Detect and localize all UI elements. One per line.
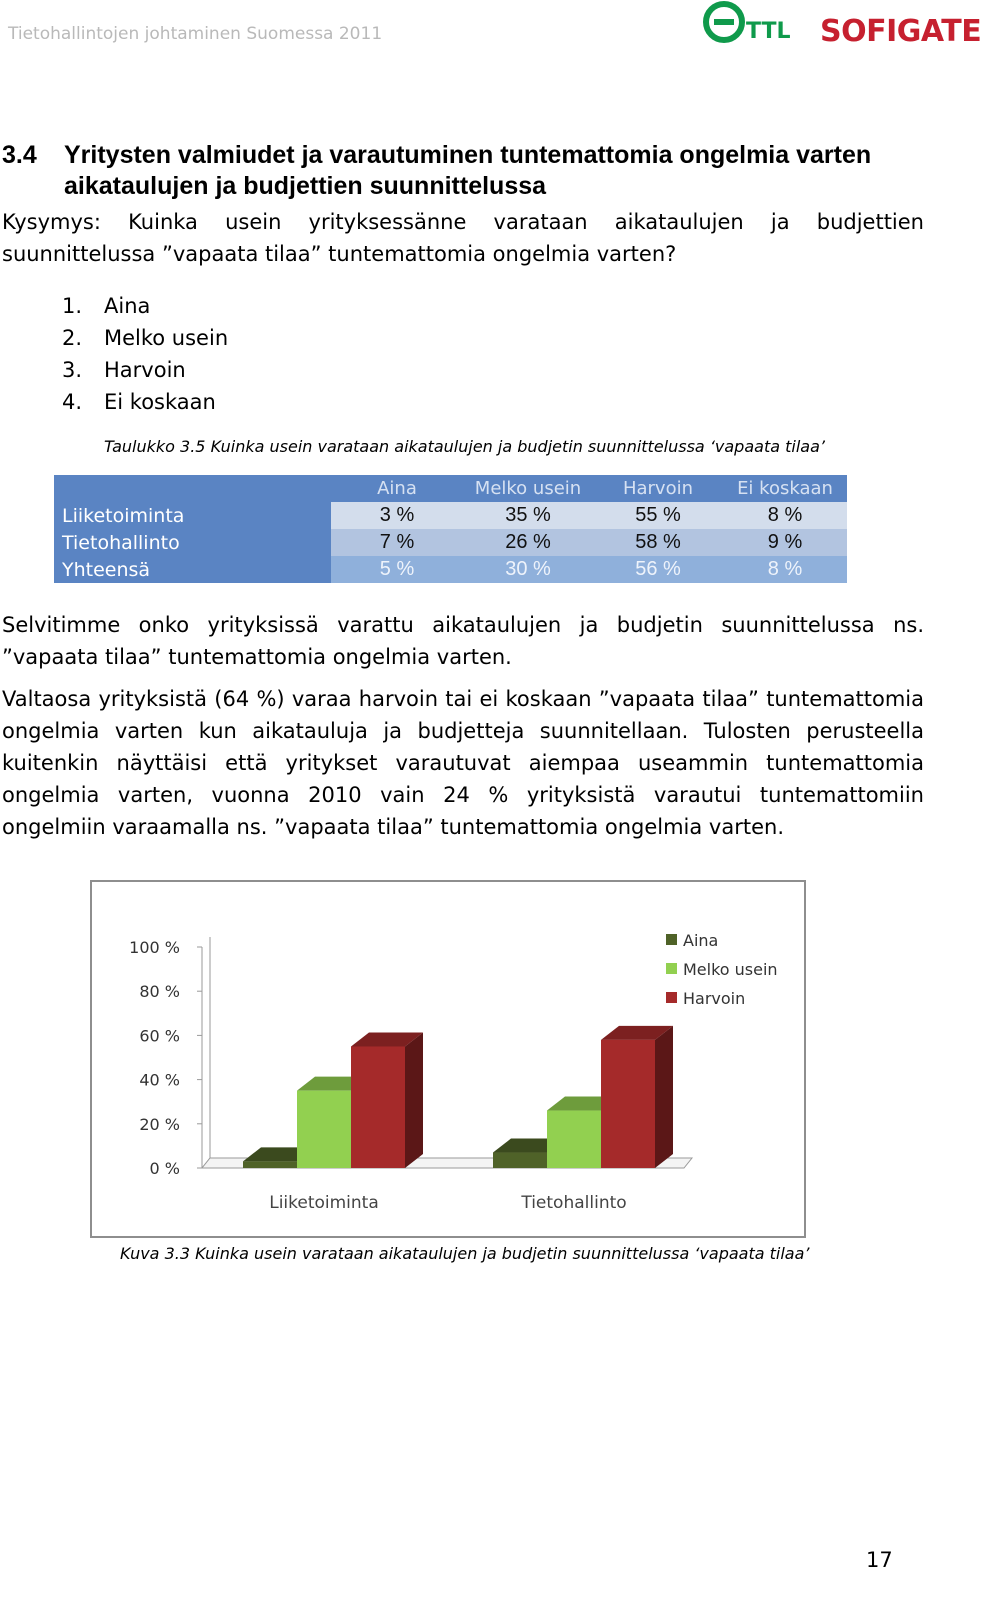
list-item bbox=[62, 322, 228, 354]
y-tick-label: 0 % bbox=[149, 1159, 180, 1178]
y-tick-label: 60 % bbox=[139, 1026, 180, 1046]
section-number: 3.4 bbox=[2, 141, 37, 169]
table-row bbox=[54, 556, 847, 583]
y-tick-label: 40 % bbox=[139, 1070, 180, 1090]
section-title: Yritysten valmiudet ja varautuminen tuntemattomia ongelmia varten aikataulujen ja budjettien suunnittelussa bbox=[64, 141, 872, 200]
table-cell: 26 % bbox=[463, 529, 593, 556]
table-header-row bbox=[54, 475, 847, 502]
bar-side bbox=[655, 1026, 673, 1168]
table-header-cell: Melko usein bbox=[463, 475, 593, 502]
bar-aina-liiketoiminta bbox=[243, 1161, 297, 1168]
body-paragraph-2: Valtaosa yrityksistä (64 %) varaa harvoin tai ei koskaan ”vapaata tilaa” tuntemattomia ongelmia varten kun aikatauluja ja budjetteja suunnitellaan. Tulosten perusteella kuitenkin näyttäisi että yritykset varautuvat aiempaa useammin tuntemattomia ongelmia varten, vuonna 2010 vain 24 % yrityksistä varautui tuntemattomiin ongelmiin varaamalla ns. ”vapaata tilaa” tuntemattomia ongelmia varten. bbox=[2, 687, 924, 839]
list-item bbox=[62, 386, 228, 418]
option-number: 3. bbox=[62, 358, 83, 382]
bar-chart bbox=[92, 882, 804, 1236]
bar-side bbox=[405, 1032, 423, 1168]
table-cell: 8 % bbox=[723, 502, 847, 529]
table-row-label: Liiketoiminta bbox=[54, 502, 331, 529]
bar-melko-usein-liiketoiminta bbox=[297, 1091, 351, 1168]
table-row-label: Yhteensä bbox=[54, 556, 331, 583]
table-cell: 55 % bbox=[593, 502, 723, 529]
legend-label: Aina bbox=[683, 931, 719, 950]
bar-aina-tietohallinto bbox=[493, 1153, 547, 1168]
body-paragraph-1: Selvitimme onko yrityksissä varattu aikataulujen ja budjetin suunnittelussa ns. ”vapaata tilaa” tuntemattomia ongelmia varten. bbox=[2, 613, 924, 669]
table-corner-cell bbox=[54, 475, 331, 502]
x-category-label: Tietohallinto bbox=[521, 1193, 627, 1213]
chart-frame bbox=[90, 880, 806, 1238]
table-cell: 5 % bbox=[331, 556, 463, 583]
table-cell: 56 % bbox=[593, 556, 723, 583]
figure-caption: Kuva 3.3 Kuinka usein varataan aikataulujen ja budjetin suunnittelussa ‘vapaata tilaa’ bbox=[120, 1244, 810, 1263]
question-text: Kysymys: Kuinka usein yrityksessänne varataan aikataulujen ja budjettien suunnittelussa ”vapaata tilaa” tuntemattomia ongelmia varten? bbox=[2, 210, 924, 266]
sofigate-logo: SOFIGATE bbox=[820, 14, 981, 49]
ttl-logo-text: TTL bbox=[746, 19, 791, 44]
page-number: 17 bbox=[866, 1548, 893, 1572]
legend-label: Melko usein bbox=[683, 960, 778, 979]
legend-swatch bbox=[666, 992, 677, 1003]
bar-melko-usein-tietohallinto bbox=[547, 1111, 601, 1168]
table-cell: 35 % bbox=[463, 502, 593, 529]
legend-swatch bbox=[666, 963, 677, 974]
ttl-logo bbox=[700, 0, 815, 52]
table-header-cell: Aina bbox=[331, 475, 463, 502]
table-cell: 7 % bbox=[331, 529, 463, 556]
answer-options-list bbox=[62, 290, 228, 418]
bar-harvoin-tietohallinto bbox=[601, 1040, 655, 1168]
chart-back-wall bbox=[202, 937, 210, 1168]
list-item bbox=[62, 354, 228, 386]
option-label: Ei koskaan bbox=[104, 390, 216, 414]
option-label: Aina bbox=[104, 294, 151, 318]
table-caption: Taulukko 3.5 Kuinka usein varataan aikataulujen ja budjetin suunnittelussa ‘vapaata tilaa’ bbox=[104, 437, 825, 456]
legend-swatch bbox=[666, 934, 677, 945]
legend-label: Harvoin bbox=[683, 989, 746, 1008]
y-tick-label: 100 % bbox=[129, 938, 180, 957]
table-row bbox=[54, 529, 847, 556]
option-number: 2. bbox=[62, 326, 83, 350]
option-label: Melko usein bbox=[104, 326, 229, 350]
option-number: 1. bbox=[62, 294, 83, 318]
table-cell: 9 % bbox=[723, 529, 847, 556]
table-cell: 30 % bbox=[463, 556, 593, 583]
y-tick-label: 20 % bbox=[139, 1114, 180, 1134]
table-row-label: Tietohallinto bbox=[54, 529, 331, 556]
document-header-title: Tietohallintojen johtaminen Suomessa 2011 bbox=[8, 24, 383, 44]
y-tick-label: 80 % bbox=[139, 982, 180, 1002]
list-item bbox=[62, 290, 228, 322]
bar-harvoin-liiketoiminta bbox=[351, 1046, 405, 1168]
option-number: 4. bbox=[62, 390, 83, 414]
x-category-label: Liiketoiminta bbox=[269, 1193, 379, 1213]
table-header-cell: Ei koskaan bbox=[723, 475, 847, 502]
option-label: Harvoin bbox=[104, 358, 186, 382]
table-cell: 8 % bbox=[723, 556, 847, 583]
table-cell: 58 % bbox=[593, 529, 723, 556]
table-header-cell: Harvoin bbox=[593, 475, 723, 502]
table-cell: 3 % bbox=[331, 502, 463, 529]
results-table bbox=[54, 475, 847, 583]
table-row bbox=[54, 502, 847, 529]
